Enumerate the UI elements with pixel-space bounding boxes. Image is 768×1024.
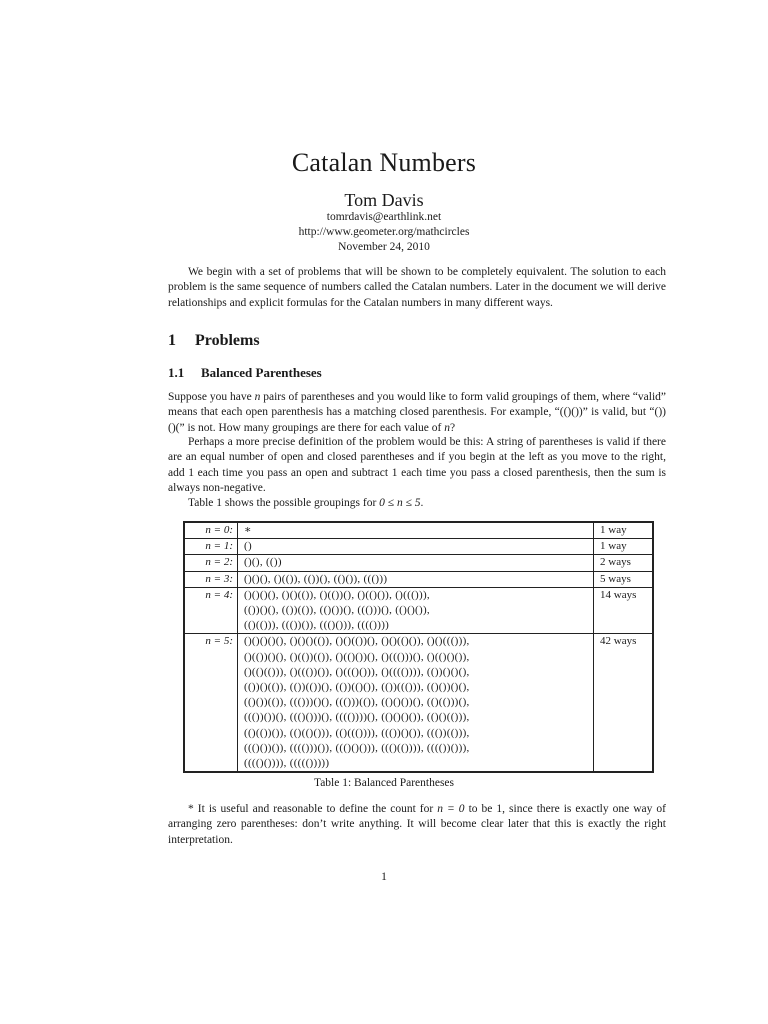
author-url: http://www.geometer.org/mathcircles	[298, 226, 470, 238]
table-cell-groupings	[238, 522, 594, 539]
paragraph-table-reference: Table 1 shows the possible groupings for 0 ≤ n ≤ 5.	[188, 497, 424, 509]
grouping-line: ()()(), ()(()), (())(), (()()), ((()))	[244, 572, 388, 585]
table-cell-n: n = 3:	[184, 571, 238, 587]
table-row	[184, 555, 653, 571]
table-cell-ways: 1 way	[594, 539, 654, 555]
grouping-line: (()(())()), (()(()())), (()((()))), ((())()()), ((())(())),	[244, 726, 470, 739]
table-row	[184, 634, 653, 772]
grouping-line: (())()(), (())(()), (()())(), ((()))(), (()()()),	[244, 604, 430, 617]
grouping-line: ((())())(), ((()()))(), (((())))(), (()()()()), (()()(())),	[244, 711, 470, 724]
table-cell-n: n = 4:	[184, 587, 238, 634]
table-row	[184, 571, 653, 587]
table-cell-ways: 14 ways	[594, 587, 654, 634]
table-row	[184, 539, 653, 555]
grouping-line: (()())(()), ((()))()(), ((()))(()), (()()())(), (()(()))(),	[244, 696, 470, 709]
grouping-line: ()(())()(), ()(())(()), ()(()())(), ()((()))(), ()(()()()),	[244, 650, 470, 663]
grouping-line: ()()()(), ()()(()), ()(())(), ()(()()), ()((())),	[244, 588, 430, 601]
table-cell-groupings	[238, 571, 594, 587]
table-cell-ways: 5 ways	[594, 571, 654, 587]
author-email: tomrdavis@earthlink.net	[326, 211, 442, 223]
table-cell-n: n = 0:	[184, 522, 238, 539]
grouping-line: ()(()(())), ()((())()), ()((()())), ()(((()))), (())()()(),	[244, 665, 470, 678]
table-cell-ways: 42 ways	[594, 634, 654, 772]
grouping-line: (())()(()), (())(())(), (())(()()), (())((())), (()())()(),	[244, 681, 470, 694]
subsection-number: 1.1	[168, 365, 185, 380]
groupings-table	[183, 521, 654, 773]
table-row	[184, 587, 653, 634]
section-heading	[168, 332, 260, 350]
section-title: Problems	[195, 332, 260, 349]
subsection-title: Balanced Parentheses	[201, 365, 322, 380]
grouping-line: (()(())), ((())()), ((()())), (((())))	[244, 619, 390, 632]
grouping-line: ()(), (())	[244, 556, 282, 569]
subsection-heading	[168, 365, 322, 381]
table-row	[184, 522, 653, 539]
grouping-line: ()()()()(), ()()()(()), ()()(())(), ()()(()()), ()()((())),	[244, 635, 470, 648]
table-cell-n: n = 5:	[184, 634, 238, 772]
document-date: November 24, 2010	[338, 241, 430, 253]
document-title: Catalan Numbers	[291, 148, 477, 177]
table-cell-groupings	[238, 634, 594, 772]
paragraph-precise-definition: Perhaps a more precise definition of the problem would be this: A string of parentheses is valid if there are an equal number of open and closed parentheses and if you begin at the left as you move to the right, add 1 each time you pass an open and subtract 1 each time you pass a closed parenthesis, then the sum is always non-negative.	[168, 436, 666, 494]
table-cell-groupings	[238, 587, 594, 634]
table-cell-groupings	[238, 539, 594, 555]
paragraph-definition: Suppose you have n pairs of parentheses and you would like to form valid groupings of them, where “valid” means that each open parenthesis has a matching closed parenthesis. For example, “(()())” is valid, but “())()(” is not. How many groupings are there for each value of n?	[168, 391, 666, 434]
page-number: 1	[381, 871, 387, 883]
table-cell-ways: 1 way	[594, 522, 654, 539]
abstract-paragraph: We begin with a set of problems that will be shown to be completely equivalent. The solution to each problem is the same sequence of numbers called the Catalan numbers. Later in the document we will derive relationships and explicit formulas for the Catalan numbers in many different ways.	[168, 266, 666, 309]
table-cell-n: n = 1:	[184, 539, 238, 555]
section-number: 1	[168, 332, 176, 349]
table-caption: Table 1: Balanced Parentheses	[313, 777, 455, 789]
table-cell-n: n = 2:	[184, 555, 238, 571]
table-cell-groupings	[238, 555, 594, 571]
author-name: Tom Davis	[344, 190, 424, 210]
grouping-line: ()	[244, 540, 252, 553]
grouping-line: ∗	[244, 524, 252, 536]
footnote: * It is useful and reasonable to define the count for n = 0 to be 1, since there is exactly one way of arranging zero parentheses: don’t write anything. It will become clear later that this is exactly the right interpretation.	[168, 803, 666, 846]
grouping-line: ((()())()), (((()))()), ((()()())), ((()(()))), (((())())),	[244, 741, 470, 754]
table-cell-ways: 2 ways	[594, 555, 654, 571]
grouping-line: (((()()))), ((((()))))	[244, 757, 330, 770]
